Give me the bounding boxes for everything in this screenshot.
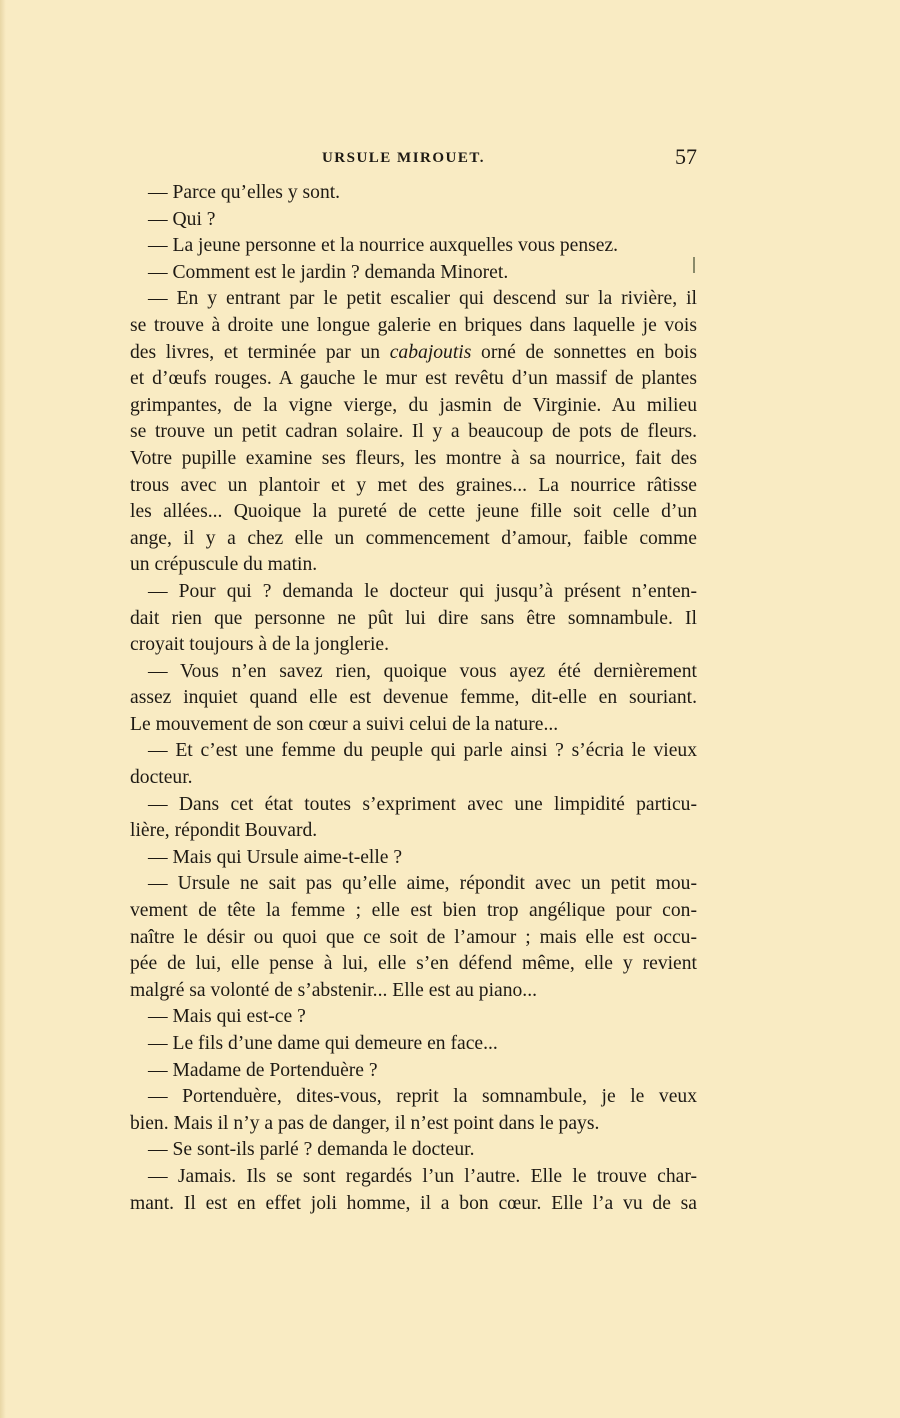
paragraph: [130, 1058, 697, 1085]
text-line: se trouve à droite une longue galerie en briques dans laquelle je vois: [130, 314, 697, 336]
text-line: trous avec un plantoir et y met des graines... La nourrice râtisse: [130, 474, 697, 496]
text-line: — Ursule ne sait pas qu’elle aime, répondit avec un petit mou-: [148, 873, 697, 895]
text-line: bien. Mais il n’y a pas de danger, il n’est point dans le pays.: [130, 1112, 600, 1134]
paragraph: [130, 579, 697, 659]
text-line: — La jeune personne et la nourrice auxquelles vous pensez.: [148, 235, 619, 257]
text-line: — Mais qui est-ce ?: [148, 1006, 306, 1028]
running-title: URSULE MIROUET.: [321, 150, 486, 166]
text-line: un crépuscule du matin.: [130, 554, 318, 576]
paragraph: [130, 738, 697, 791]
text-line: se trouve un petit cadran solaire. Il y a beaucoup de pots de fleurs.: [130, 421, 697, 443]
page-number: 57: [675, 144, 697, 169]
text-line: docteur.: [130, 767, 193, 789]
running-head: [130, 146, 697, 172]
text-line: — Se sont-ils parlé ? demanda le docteur.: [148, 1139, 475, 1161]
text-line: assez inquiet quand elle est devenue femme, dit-elle en souriant.: [130, 687, 697, 709]
text-line: — Jamais. Ils se sont regardés l’un l’autre. Elle le trouve char-: [148, 1165, 697, 1187]
text-line: — Parce qu’elles y sont.: [148, 182, 341, 203]
paragraph: [130, 180, 697, 207]
text-line: — Dans cet état toutes s’expriment avec une limpidité particu-: [148, 793, 697, 815]
text-line: des livres, et terminée par un cabajoutis orné de sonnettes en bois: [130, 341, 697, 363]
text-line: ange, il y a chez elle un commencement d’amour, faible comme: [130, 527, 697, 549]
text-line: les allées... Quoique la pureté de cette jeune fille soit celle d’un: [130, 501, 697, 523]
paragraph: [130, 286, 697, 579]
text-line: — Mais qui Ursule aime-t-elle ?: [148, 846, 403, 868]
paragraph: [130, 845, 697, 872]
text-line: — Madame de Portenduère ?: [148, 1059, 378, 1081]
text-line: et d’œufs rouges. A gauche le mur est revêtu d’un massif de plantes: [130, 368, 697, 390]
paragraph: [130, 233, 697, 260]
text-line: mant. Il est en effet joli homme, il a bon cœur. Elle l’a vu de sa: [130, 1192, 697, 1214]
paragraph: [130, 659, 697, 739]
paragraph: [130, 792, 697, 845]
text-line: grimpantes, de la vigne vierge, du jasmin de Virginie. Au milieu: [130, 394, 697, 416]
text-line: — Pour qui ? demanda le docteur qui jusqu’à présent n’enten-: [148, 580, 697, 602]
paragraph: [130, 871, 697, 1004]
text-line: croyait toujours à de la jonglerie.: [130, 634, 389, 656]
text-line: lière, répondit Bouvard.: [130, 820, 318, 842]
paragraph: [130, 207, 697, 234]
text-line: — Comment est le jardin ? demanda Minoret.: [148, 261, 509, 283]
body-text: [130, 180, 697, 1217]
paragraph: [130, 1031, 697, 1058]
text-line: dait rien que personne ne pût lui dire sans être somnambule. Il: [130, 607, 697, 629]
text-line: — Le fils d’une dame qui demeure en face...: [148, 1033, 498, 1054]
text-line: — Vous n’en savez rien, quoique vous ayez été dernièrement: [148, 660, 697, 682]
paragraph: [130, 260, 697, 287]
paragraph: [130, 1164, 697, 1217]
text-line: — En y entrant par le petit escalier qui descend sur la rivière, il: [148, 288, 697, 310]
text-line: malgré sa volonté de s’abstenir... Elle est au piano...: [130, 979, 538, 1001]
paragraph: [130, 1137, 697, 1164]
paragraph: [130, 1084, 697, 1137]
text-line: Votre pupille examine ses fleurs, les montre à sa nourrice, fait des: [130, 447, 697, 469]
italic-term: cabajoutis: [389, 341, 472, 363]
text-line: Le mouvement de son cœur a suivi celui de la nature...: [130, 713, 559, 735]
text-line: vement de tête la femme ; elle est bien trop angélique pour con-: [130, 900, 697, 922]
text-line: — Portenduère, dites-vous, reprit la somnambule, je le veux: [148, 1086, 697, 1108]
text-line: — Et c’est une femme du peuple qui parle ainsi ? s’écria le vieux: [148, 740, 697, 762]
text-line: pée de lui, elle pense à lui, elle s’en défend même, elle y revient: [130, 953, 697, 975]
page-edge-shadow: [0, 0, 6, 1418]
paragraph: [130, 1004, 697, 1031]
text-line: naître le désir ou quoi que ce soit de l’amour ; mais elle est occu-: [130, 926, 697, 948]
text-line: — Qui ?: [148, 208, 216, 230]
